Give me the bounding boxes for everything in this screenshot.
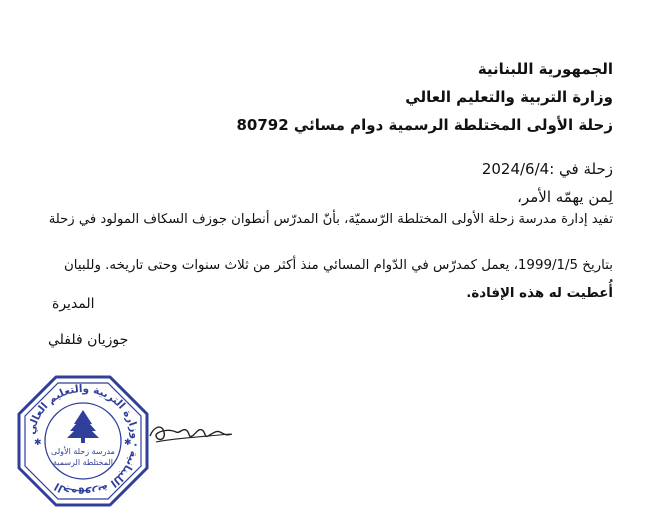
signatory-title: المديرة [52, 296, 95, 312]
stamp-inner-line-2: المختلطة الرسمية [52, 458, 114, 467]
date-line: زحلة في :2024/6/4 [481, 160, 613, 178]
stamp-star-right-icon: ✱ [124, 438, 132, 448]
header-school: زحلة الأولى المختلطة الرسمية دوام مسائي 80792 [236, 116, 613, 134]
signatory-name: جوزيان فلفلي [48, 332, 129, 348]
cedar-tree-icon [67, 410, 99, 443]
stamp-inner-line-1: مدرسة زحلة الأولى [51, 447, 115, 456]
header-republic: الجمهورية اللبنانية [477, 60, 613, 78]
handwritten-signature [146, 410, 234, 450]
salutation: لِمن يهمّه الأمر، [517, 188, 613, 206]
paragraph-line-3: أُعطيت له هذه الإفادة. [466, 286, 613, 301]
paragraph-line-1: تفيد إدارة مدرسة زحلة الأولى المختلطة الرّسميّة، بأنّ المدرّس أنطوان جوزف السكاف المولود في زحلة [48, 212, 613, 227]
header-ministry: وزارة التربية والتعليم العالي [405, 88, 613, 106]
paragraph-line-2: بتاريخ 1999/1/5، يعمل كمدرّس في الدّوام المسائي منذ أكثر من ثلاث سنوات وحتى تاريخه. وللبيان [63, 258, 613, 273]
stamp-star-left-icon: ✱ [34, 438, 42, 448]
stamp-outer-text: الجمهورية اللبنانية · وزارة التربية والتعليم العالي [25, 382, 142, 500]
school-stamp [16, 374, 150, 508]
